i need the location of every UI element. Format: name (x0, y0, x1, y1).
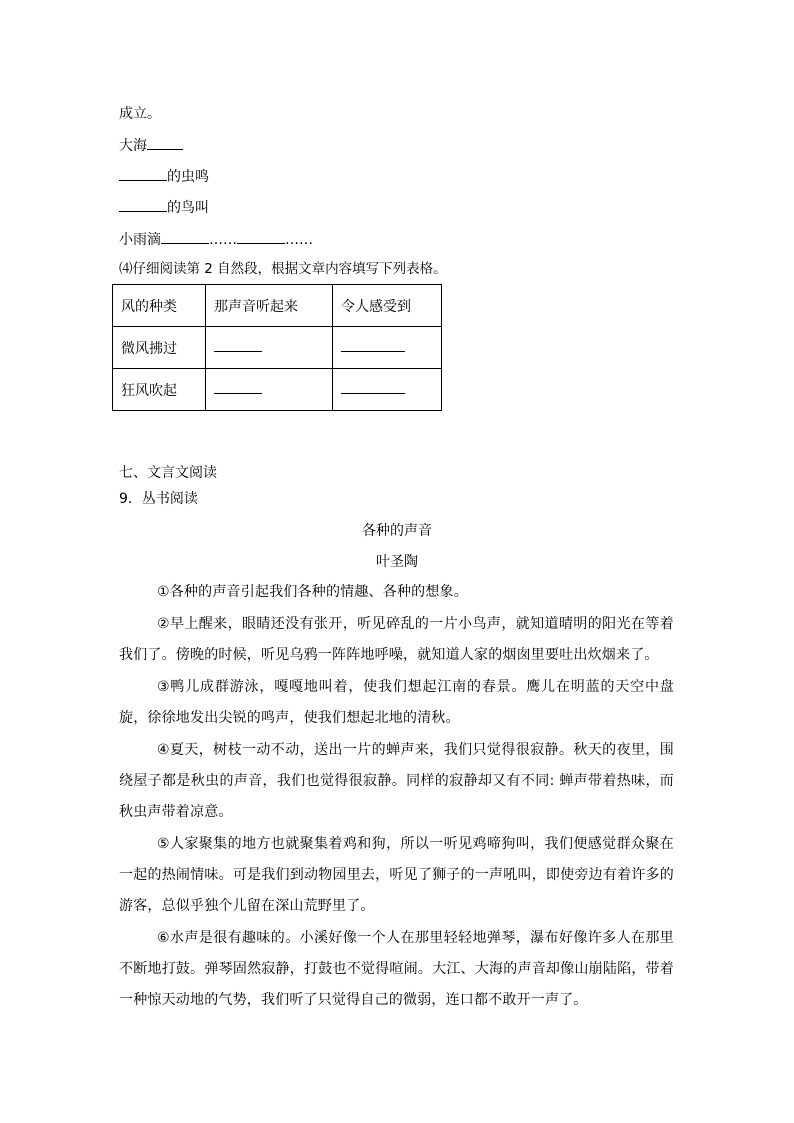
table-cell-blank[interactable] (206, 369, 333, 411)
paragraph-6: ⑥水声是很有趣味的。小溪好像一个人在那里轻轻地弹琴，瀑布好像许多人在那里不断地打鼓。弹琴固然寂静，打鼓也不觉得喧闹。大江、大海的声音却像山崩陆陷，带着一种惊天动地的气势，我们听了只觉得自己的微弱，连口都不敢开一声了。 (119, 930, 674, 1008)
paragraph-4: ④夏天，树枝一动不动，送出一片的蝉声来，我们只觉得很寂静。秋天的夜里，围绕屋子都是秋虫的声音，我们也觉得很寂静。同样的寂静却又有不同: 蝉声带着热味，而秋虫声带着凉意。 (119, 742, 674, 820)
paragraph-5: ⑤人家聚集的地方也就聚集着鸡和狗，所以一听见鸡啼狗叫，我们便感觉群众聚在一起的热闹情味。可是我们到动物园里去，听见了狮子的一声吼叫，即使旁边有着许多的游客，总似乎独个儿留在深山荒野里了。 (119, 836, 674, 914)
table-header: 风的种类 (113, 285, 206, 327)
table-cell-kind: 狂风吹起 (113, 369, 206, 411)
article-title: 各种的声音 (362, 523, 432, 539)
paragraph-2: ②早上醒来，眼睛还没有张开，听见碎乱的一片小鸟声，就知道晴明的阳光在等着我们了。傍晚的时候，听见乌鸦一阵阵地呼噪，就知道人家的烟囱里要吐出炊烟来了。 (119, 616, 674, 663)
paragraph-1: ①各种的声音引起我们各种的情趣、各种的想象。 (157, 584, 468, 600)
line-dahai (119, 135, 183, 156)
line-xiaoyudi (119, 229, 313, 250)
question-4: ⑷仔细阅读第 2 自然段，根据文章内容填写下列表格。 (119, 261, 447, 277)
answer-blank[interactable] (214, 381, 262, 394)
answer-blank[interactable] (119, 197, 167, 212)
paragraph-3: ③鸭儿成群游泳，嘎嘎地叫着，使我们想起江南的春景。鹰儿在明蓝的天空中盘旋，徐徐地发出尖锐的鸣声，使我们想起北地的清秋。 (119, 679, 674, 726)
table-row (113, 369, 442, 411)
table-header: 令人感受到 (333, 285, 442, 327)
table-cell-blank[interactable] (333, 327, 442, 369)
table-cell-blank[interactable] (206, 327, 333, 369)
article-author: 叶圣陶 (376, 554, 418, 570)
table-header: 那声音听起来 (206, 285, 333, 327)
line-niaojiao (119, 197, 209, 218)
xiaoyudi-label: 小雨滴 (119, 232, 161, 248)
answer-blank[interactable] (237, 229, 285, 244)
niaojiao-label: 的鸟叫 (167, 200, 209, 216)
question-9: 9．丛书阅读 (119, 491, 198, 507)
answer-blank[interactable] (147, 135, 183, 150)
table-header-row (113, 285, 442, 327)
table-cell-blank[interactable] (333, 369, 442, 411)
answer-blank[interactable] (119, 166, 167, 181)
answer-blank[interactable] (161, 229, 209, 244)
line-chongming (119, 166, 209, 187)
line-chengli: 成立。 (119, 106, 161, 122)
fill-table (112, 284, 442, 411)
chongming-label: 的虫鸣 (167, 169, 209, 185)
ellipsis: …… (209, 232, 237, 248)
section-heading: 七、文言文阅读 (119, 465, 217, 481)
answer-blank[interactable] (214, 339, 262, 352)
answer-blank[interactable] (341, 381, 405, 394)
table-row (113, 327, 442, 369)
table-cell-kind: 微风拂过 (113, 327, 206, 369)
dahai-label: 大海 (119, 138, 147, 154)
ellipsis: …… (285, 232, 313, 248)
answer-blank[interactable] (341, 339, 405, 352)
